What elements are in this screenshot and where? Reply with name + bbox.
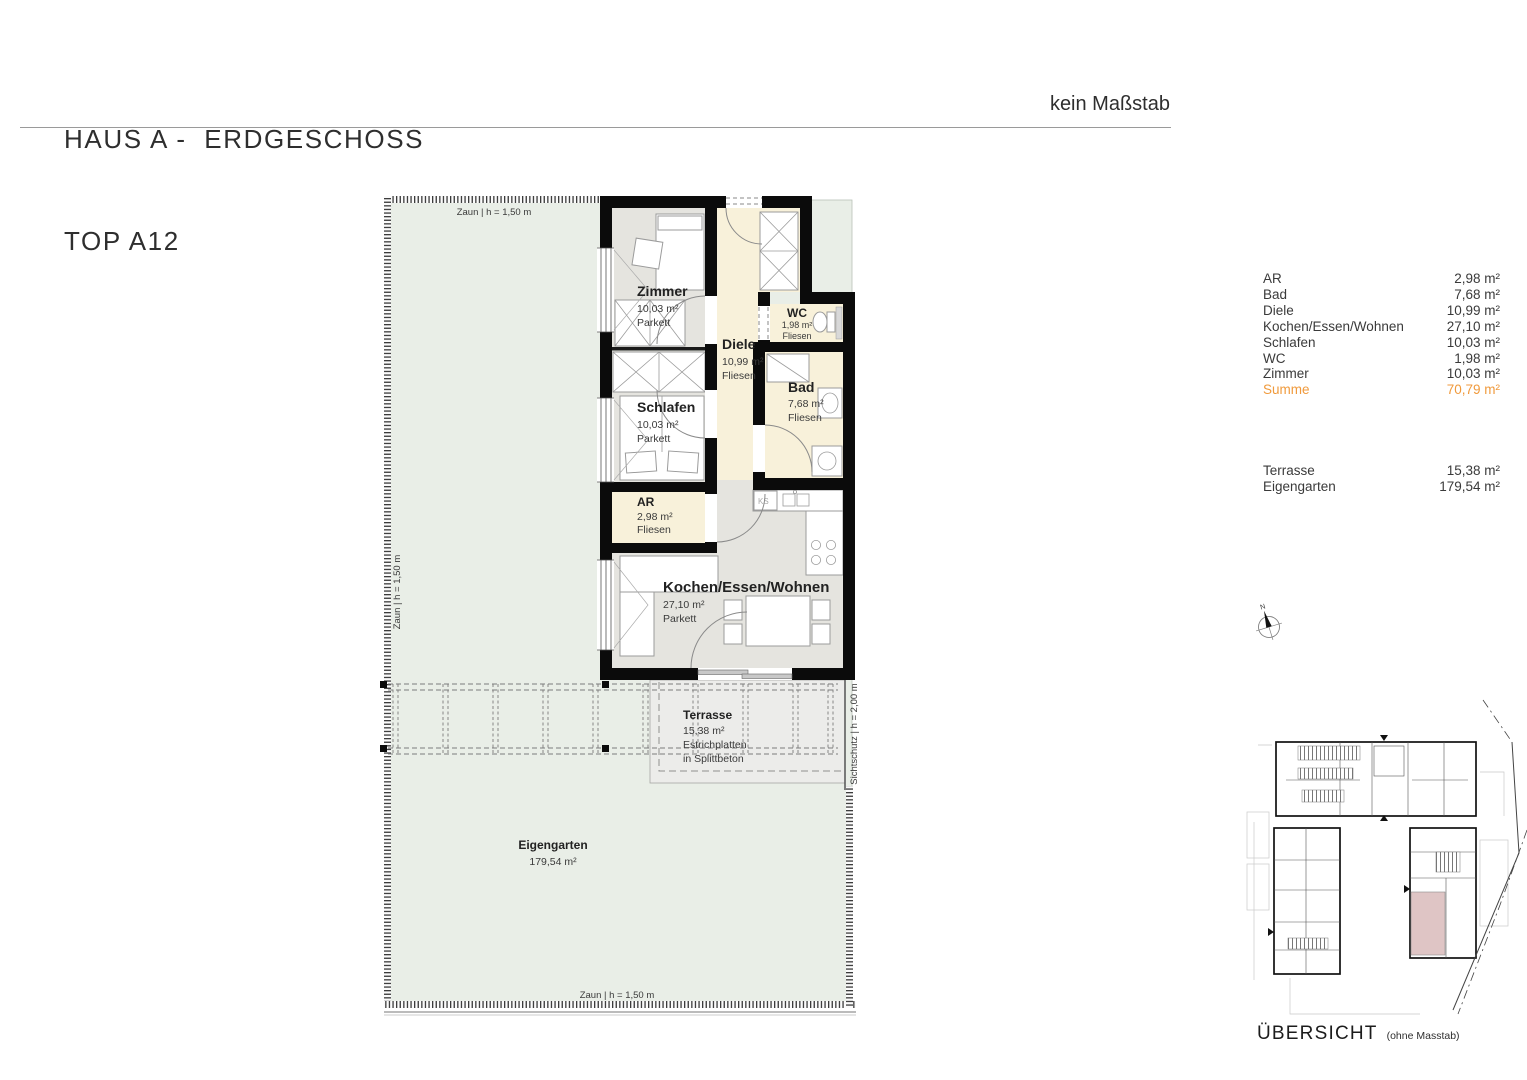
fence-label-top: Zaun | h = 1,50 m [456, 207, 532, 218]
area-row [1263, 287, 1500, 303]
page-title-line2: TOP A12 [64, 226, 180, 256]
wohnen-area: 27,10 m² [663, 599, 705, 611]
schlafen-area: 10,03 m² [637, 419, 679, 431]
wc-area: 1,98 m² [781, 320, 813, 330]
ar-area: 2,98 m² [637, 511, 673, 523]
area-sum-label: Summe [1263, 382, 1310, 398]
area-row-label: Terrasse [1263, 463, 1315, 478]
wohnen-name: Kochen/Essen/Wohnen [663, 579, 830, 596]
privacy-screen-label: Sichtschutz | h = 2,00 m [849, 683, 860, 785]
area-row-value: 7,68 m² [1454, 286, 1500, 302]
schlafen-wardrobe [613, 352, 705, 392]
schlafen-name: Schlafen [637, 399, 696, 415]
overview-entry-marker-top [1380, 735, 1388, 741]
diele-floor: Fliesen [722, 370, 756, 382]
washing-machine [812, 446, 842, 476]
area-row-value: 179,54 m² [1439, 478, 1500, 494]
area-row-label: Schlafen [1263, 334, 1316, 350]
area-row-label: Bad [1263, 286, 1288, 302]
area-row-label: Zimmer [1263, 366, 1309, 382]
area-row [1263, 463, 1500, 479]
area-row [1263, 319, 1500, 335]
area-row-value: 10,03 m² [1446, 366, 1500, 382]
overview-site-plan [1247, 700, 1527, 1014]
area-sum-value: 70,79 m² [1446, 382, 1500, 398]
fence-label-bottom: Zaun | h = 1,50 m [579, 990, 655, 1001]
terrace-area [650, 680, 845, 783]
diele-name: Diele [722, 336, 756, 352]
overview-title: ÜBERSICHT [1257, 1023, 1378, 1044]
overview-entry-marker-left [1268, 928, 1274, 936]
area-sum-row [1263, 382, 1500, 398]
ar-floor: Fliesen [637, 524, 671, 536]
bad-floor: Fliesen [788, 412, 822, 424]
overview-subtitle: (ohne Masstab) [1386, 1030, 1460, 1042]
north-compass [1249, 600, 1286, 644]
page-title-line1: HAUS A - ERDGESCHOSS [64, 124, 425, 154]
area-row [1263, 271, 1500, 287]
ar-name: AR [637, 495, 655, 509]
area-row-value: 10,03 m² [1446, 334, 1500, 350]
area-row [1263, 335, 1500, 351]
outdoor-area-table [1263, 463, 1500, 495]
terrasse-name: Terrasse [683, 708, 733, 722]
scale-note: kein Maßstab [1049, 93, 1170, 115]
diele-wardrobe [760, 212, 798, 290]
fence-label-left: Zaun | h = 1,50 m [392, 554, 403, 630]
area-row [1263, 366, 1500, 382]
area-row [1263, 351, 1500, 367]
area-row-label: Eigengarten [1263, 478, 1336, 494]
terrasse-floor2: in Splittbeton [683, 753, 744, 765]
fence-bottom [384, 1001, 856, 1008]
overview-entry-marker-right [1404, 885, 1410, 893]
terrasse-area: 15,38 m² [683, 725, 725, 737]
overview-highlight-unit [1411, 892, 1445, 955]
fence-left [384, 196, 391, 1008]
area-row-value: 15,38 m² [1446, 463, 1500, 478]
wc-floor: Fliesen [782, 331, 812, 341]
compass-north-label: N [1259, 603, 1267, 612]
area-row-label: AR [1263, 271, 1282, 286]
area-row-value: 2,98 m² [1454, 271, 1500, 286]
fence-top [384, 196, 602, 203]
zimmer-floor: Parkett [637, 317, 671, 329]
eigengarten-area: 179,54 m² [529, 856, 577, 868]
bad-area: 7,68 m² [788, 398, 824, 410]
fence-right [846, 786, 853, 1008]
zimmer-name: Zimmer [637, 283, 688, 299]
area-row [1263, 479, 1500, 495]
area-row-value: 10,99 m² [1446, 302, 1500, 318]
overview-caption [1257, 1023, 1460, 1045]
wohnen-floor: Parkett [663, 613, 697, 625]
area-row-label: WC [1263, 350, 1286, 366]
eigengarten-name: Eigengarten [518, 838, 588, 852]
room-area-table [1263, 271, 1500, 398]
schlafen-floor: Parkett [637, 433, 671, 445]
wc-name: WC [787, 306, 807, 320]
toilet [827, 312, 835, 332]
area-row-label: Kochen/Essen/Wohnen [1263, 318, 1404, 334]
overview-building-left [1268, 828, 1340, 974]
area-row-value: 1,98 m² [1454, 350, 1500, 366]
overview-building-right [1404, 828, 1476, 958]
area-row-label: Diele [1263, 302, 1294, 318]
terrasse-floor1: Estrichplatten [683, 739, 747, 751]
overview-building-top [1276, 735, 1476, 821]
area-row-value: 27,10 m² [1446, 318, 1500, 334]
bad-name: Bad [788, 379, 815, 395]
dining-table [746, 596, 810, 646]
area-row [1263, 303, 1500, 319]
zimmer-area: 10,03 m² [637, 303, 679, 315]
fridge-label: KS [758, 497, 769, 506]
duct-shaft [836, 307, 842, 339]
diele-area: 10,99 m² [722, 356, 764, 368]
schlafen-furniture [613, 352, 705, 480]
